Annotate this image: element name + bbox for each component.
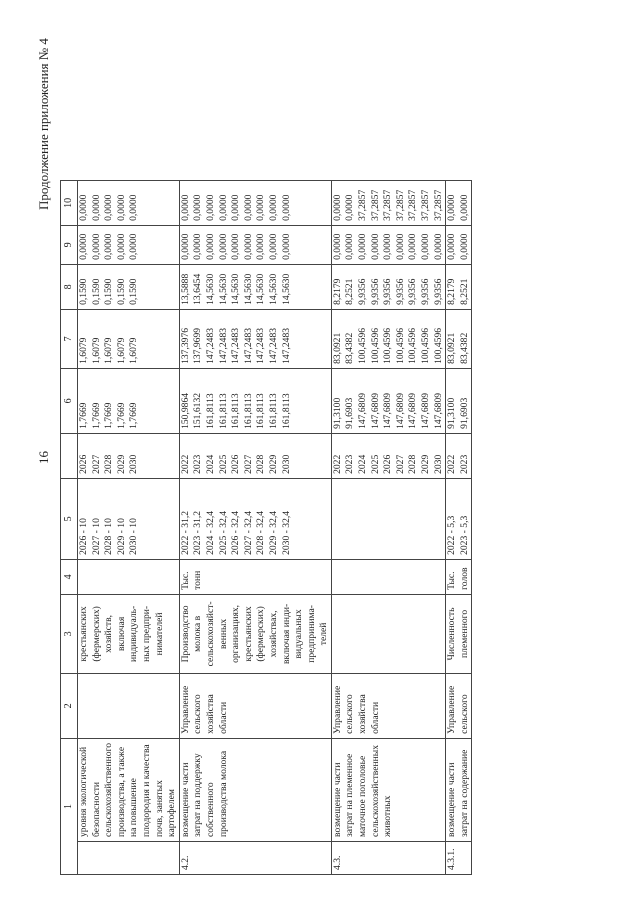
row-number: 4.3.1.	[446, 842, 472, 875]
row-c6-values	[179, 368, 331, 433]
cell-value: 83,0921	[446, 332, 458, 364]
cell-value: 1,6079	[103, 337, 115, 364]
cell-value: 9,9356	[382, 278, 394, 305]
row-number	[78, 842, 180, 875]
cell-value: 0,1590	[78, 278, 89, 305]
cell-value: 14,5630	[255, 273, 267, 305]
cell-value: 2023	[344, 454, 356, 474]
cell-value: 0,0000	[394, 233, 406, 260]
cell-value: 147,2483	[280, 327, 292, 364]
cell-value: 2022 - 31,2	[179, 510, 191, 555]
header-cell-8: 8	[61, 264, 78, 309]
cell-value: 2028 - 32,4	[255, 510, 267, 555]
cell-value: 2025	[369, 454, 381, 474]
cell-value: 2029 - 32,4	[267, 510, 279, 555]
cell-value: 2030	[432, 454, 444, 474]
cell-value: 0,0000	[230, 233, 242, 260]
cell-value: 1,7669	[78, 402, 89, 429]
header-cell-2: 2	[61, 673, 78, 738]
cell-value: 0,0000	[90, 233, 102, 260]
cell-value: 0,0000	[103, 194, 115, 221]
cell-value: 147,2483	[230, 327, 242, 364]
cell-value: 147,2483	[255, 327, 267, 364]
cell-value: 9,9356	[357, 278, 369, 305]
cell-value: 91,3100	[331, 397, 343, 429]
cell-value: 13,5888	[179, 273, 191, 305]
page-number: 16	[36, 451, 51, 464]
row-indicator: крестьянских (фермерских) хозяйств, включая индивидуаль-ных предпри-нимателей	[78, 594, 180, 673]
cell-value: 91,3100	[446, 397, 458, 429]
cell-value: 0,0000	[242, 194, 254, 221]
row-organization: Управление сельского хозяйства области	[331, 673, 445, 738]
row-targets-values	[179, 478, 331, 559]
cell-value: 137,9699	[192, 327, 204, 364]
row-description: уровня экологической безопасности сельскохозяйственного производства, а также на повышение плодородия и качества почв, занятых картофелем	[78, 738, 180, 841]
cell-value: 1,6079	[78, 337, 89, 364]
cell-value: 2030 - 32,4	[280, 510, 292, 555]
cell-value: 2023 - 31,2	[192, 510, 204, 555]
cell-value: 147,6809	[369, 392, 381, 429]
row-c7-values	[78, 309, 180, 368]
row-c6-values	[446, 368, 472, 433]
table-body	[78, 180, 472, 874]
cell-value: 147,6809	[432, 392, 444, 429]
cell-value: 0,0000	[446, 194, 458, 221]
cell-value: 147,6809	[357, 392, 369, 429]
cell-value: 161,8113	[242, 393, 254, 429]
cell-value: 9,9356	[432, 278, 444, 305]
cell-value: 37,2857	[394, 189, 406, 221]
cell-value: 0,0000	[90, 194, 102, 221]
cell-value: 2025	[217, 454, 229, 474]
cell-value: 0,0000	[280, 233, 292, 260]
cell-value: 0,0000	[115, 194, 127, 221]
cell-value: 100,4596	[369, 327, 381, 364]
row-c6-values	[78, 368, 180, 433]
cell-value: 2022	[446, 454, 458, 474]
cell-value: 83,4382	[344, 332, 356, 364]
cell-value: 14,5630	[230, 273, 242, 305]
cell-value: 137,3976	[179, 327, 191, 364]
cell-value: 0,0000	[369, 233, 381, 260]
cell-value: 37,2857	[407, 189, 419, 221]
cell-value: 2028 - 10	[103, 518, 115, 555]
row-c10-values	[331, 180, 445, 225]
row-c9-values	[331, 225, 445, 264]
row-indicator: Численность племенного	[446, 594, 472, 673]
cell-value: 0,0000	[179, 233, 191, 260]
cell-value: 0,0000	[331, 233, 343, 260]
continuation-label: Продолжение приложения № 4	[36, 38, 51, 210]
cell-value: 83,4382	[458, 332, 470, 364]
row-years-values	[179, 433, 331, 478]
cell-value: 161,8113	[267, 393, 279, 429]
cell-value: 1,7669	[128, 402, 140, 429]
cell-value: 0,0000	[192, 194, 204, 221]
cell-value: 161,8113	[217, 393, 229, 429]
cell-value: 37,2857	[382, 189, 394, 221]
cell-value: 2030	[280, 454, 292, 474]
appendix-table	[60, 180, 472, 875]
cell-value: 100,4596	[357, 327, 369, 364]
cell-value: 100,4596	[407, 327, 419, 364]
cell-value: 0,0000	[432, 233, 444, 260]
cell-value: 0,0000	[267, 233, 279, 260]
cell-value: 0,0000	[344, 233, 356, 260]
row-unit	[331, 559, 445, 594]
cell-value: 14,5630	[217, 273, 229, 305]
cell-value: 2026	[230, 454, 242, 474]
row-indicator	[331, 594, 445, 673]
cell-value: 0,0000	[382, 233, 394, 260]
cell-value: 83,0921	[331, 332, 343, 364]
cell-value: 37,2857	[432, 189, 444, 221]
cell-value: 14,5630	[280, 273, 292, 305]
cell-value: 2029	[420, 454, 432, 474]
cell-value: 147,2483	[217, 327, 229, 364]
row-unit	[78, 559, 180, 594]
cell-value: 8,2179	[446, 278, 458, 305]
cell-value: 37,2857	[357, 189, 369, 221]
row-c8-values	[446, 264, 472, 309]
cell-value: 147,2483	[242, 327, 254, 364]
cell-value: 161,8113	[204, 393, 216, 429]
cell-value: 8,2521	[344, 278, 356, 305]
header-cell-4: 4	[61, 559, 78, 594]
cell-value: 0,0000	[103, 233, 115, 260]
row-c10-values	[446, 180, 472, 225]
cell-value: 0,0000	[242, 233, 254, 260]
cell-value: 2028	[103, 454, 115, 474]
row-description: возмещение части затрат на содержание	[446, 738, 472, 841]
row-unit: Тыс. тонн	[179, 559, 331, 594]
cell-value: 100,4596	[394, 327, 406, 364]
cell-value: 0,0000	[280, 194, 292, 221]
cell-value: 0,0000	[255, 194, 267, 221]
cell-value: 2028	[255, 454, 267, 474]
cell-value: 147,6809	[420, 392, 432, 429]
header-cell-6: 6	[61, 368, 78, 433]
cell-value: 100,4596	[382, 327, 394, 364]
cell-value: 0,0000	[128, 194, 140, 221]
row-unit: Тыс. голов	[446, 559, 472, 594]
row-c9-values	[446, 225, 472, 264]
row-c7-values	[179, 309, 331, 368]
cell-value: 100,4596	[420, 327, 432, 364]
row-c10-values	[179, 180, 331, 225]
cell-value: 2026 - 32,4	[230, 510, 242, 555]
row-organization: Управление сельского	[446, 673, 472, 738]
row-c7-values	[446, 309, 472, 368]
cell-value: 0,0000	[458, 233, 470, 260]
header-cell-9: 9	[61, 225, 78, 264]
cell-value: 1,6079	[90, 337, 102, 364]
cell-value: 0,1590	[128, 278, 140, 305]
cell-value: 1,6079	[128, 337, 140, 364]
cell-value: 0,0000	[331, 194, 343, 221]
row-c9-values	[78, 225, 180, 264]
cell-value: 147,6809	[407, 392, 419, 429]
row-years-values	[78, 433, 180, 478]
cell-value: 0,0000	[204, 194, 216, 221]
cell-value: 0,0000	[420, 233, 432, 260]
table-row	[78, 180, 180, 874]
cell-value: 2026 - 10	[78, 518, 89, 555]
table-row	[179, 180, 331, 874]
cell-value: 1,7669	[115, 402, 127, 429]
cell-value: 8,2179	[331, 278, 343, 305]
row-number: 4.3.	[331, 842, 445, 875]
cell-value: 0,0000	[115, 233, 127, 260]
cell-value: 2027	[90, 454, 102, 474]
row-targets-values	[78, 478, 180, 559]
cell-value: 0,0000	[407, 233, 419, 260]
cell-value: 2030	[128, 454, 140, 474]
cell-value: 0,0000	[204, 233, 216, 260]
cell-value: 2023	[458, 454, 470, 474]
cell-value: 100,4596	[432, 327, 444, 364]
row-number: 4.2.	[179, 842, 331, 875]
row-description: возмещение части затрат на поддержку собственного производства молока	[179, 738, 331, 841]
row-description: возмещение части затрат на племенное маточное поголовье сельскохозяйственных животных	[331, 738, 445, 841]
row-organization	[78, 673, 180, 738]
cell-value: 0,0000	[357, 233, 369, 260]
cell-value: 91,6903	[458, 397, 470, 429]
cell-value: 2024	[357, 454, 369, 474]
cell-value: 147,2483	[204, 327, 216, 364]
cell-value: 13,6454	[192, 273, 204, 305]
cell-value: 8,2521	[458, 278, 470, 305]
row-c8-values	[78, 264, 180, 309]
cell-value: 1,7669	[90, 402, 102, 429]
cell-value: 2022	[331, 454, 343, 474]
cell-value: 147,6809	[382, 392, 394, 429]
cell-value: 0,0000	[344, 194, 356, 221]
row-indicator: Производство молока в сельскохозяйст-венных организациях, крестьянских (фермерских) хозяйствах, включая инди-видуальных предпринима-телей	[179, 594, 331, 673]
header-cell-10: 10	[61, 180, 78, 225]
row-c10-values	[78, 180, 180, 225]
row-c8-values	[179, 264, 331, 309]
cell-value: 150,9864	[179, 392, 191, 429]
row-years-values	[331, 433, 445, 478]
header-cell-5: 5	[61, 478, 78, 559]
cell-value: 0,0000	[192, 233, 204, 260]
cell-value: 2026	[78, 454, 89, 474]
table-row	[446, 180, 472, 874]
cell-value: 0,0000	[255, 233, 267, 260]
cell-value: 2023 - 5,3	[458, 515, 470, 555]
cell-value: 9,9356	[369, 278, 381, 305]
header-cell-year	[61, 433, 78, 478]
cell-value: 2028	[407, 454, 419, 474]
cell-value: 2024	[204, 454, 216, 474]
cell-value: 0,1590	[115, 278, 127, 305]
row-c9-values	[179, 225, 331, 264]
cell-value: 2029	[115, 454, 127, 474]
header-cell-1: 1	[61, 738, 78, 874]
cell-value: 9,9356	[394, 278, 406, 305]
cell-value: 2027	[394, 454, 406, 474]
row-targets-values	[331, 478, 445, 559]
cell-value: 2029 - 10	[115, 518, 127, 555]
cell-value: 14,5630	[204, 273, 216, 305]
cell-value: 161,8113	[255, 393, 267, 429]
cell-value: 2025 - 32,4	[217, 510, 229, 555]
row-years-values	[446, 433, 472, 478]
cell-value: 2027	[242, 454, 254, 474]
cell-value: 0,0000	[78, 194, 89, 221]
header-cell-7: 7	[61, 309, 78, 368]
cell-value: 151,6132	[192, 392, 204, 429]
cell-value: 161,8113	[280, 393, 292, 429]
table-row	[331, 180, 445, 874]
cell-value: 14,5630	[242, 273, 254, 305]
row-c8-values	[331, 264, 445, 309]
cell-value: 2022 - 5,3	[446, 515, 458, 555]
cell-value: 2027 - 32,4	[242, 510, 254, 555]
cell-value: 91,6903	[344, 397, 356, 429]
row-c7-values	[331, 309, 445, 368]
cell-value: 0,0000	[179, 194, 191, 221]
cell-value: 0,0000	[128, 233, 140, 260]
cell-value: 9,9356	[407, 278, 419, 305]
cell-value: 2030 - 10	[128, 518, 140, 555]
cell-value: 9,9356	[420, 278, 432, 305]
cell-value: 0,0000	[217, 194, 229, 221]
cell-value: 2026	[382, 454, 394, 474]
cell-value: 1,6079	[115, 337, 127, 364]
cell-value: 0,0000	[446, 233, 458, 260]
header-cell-3: 3	[61, 594, 78, 673]
cell-value: 147,6809	[394, 392, 406, 429]
cell-value: 2029	[267, 454, 279, 474]
cell-value: 0,0000	[230, 194, 242, 221]
row-c6-values	[331, 368, 445, 433]
cell-value: 37,2857	[369, 189, 381, 221]
cell-value: 2024 - 32,4	[204, 510, 216, 555]
cell-value: 37,2857	[420, 189, 432, 221]
cell-value: 0,0000	[217, 233, 229, 260]
cell-value: 2027 - 10	[90, 518, 102, 555]
cell-value: 0,0000	[267, 194, 279, 221]
cell-value: 0,1590	[103, 278, 115, 305]
cell-value: 0,0000	[78, 233, 89, 260]
header-row	[61, 180, 78, 874]
row-targets-values	[446, 478, 472, 559]
cell-value: 161,8113	[230, 393, 242, 429]
cell-value: 0,1590	[90, 278, 102, 305]
cell-value: 1,7669	[103, 402, 115, 429]
row-organization: Управление сельского хозяйства области	[179, 673, 331, 738]
cell-value: 2022	[179, 454, 191, 474]
cell-value: 2023	[192, 454, 204, 474]
cell-value: 0,0000	[458, 194, 470, 221]
cell-value: 14,5630	[267, 273, 279, 305]
cell-value: 147,2483	[267, 327, 279, 364]
